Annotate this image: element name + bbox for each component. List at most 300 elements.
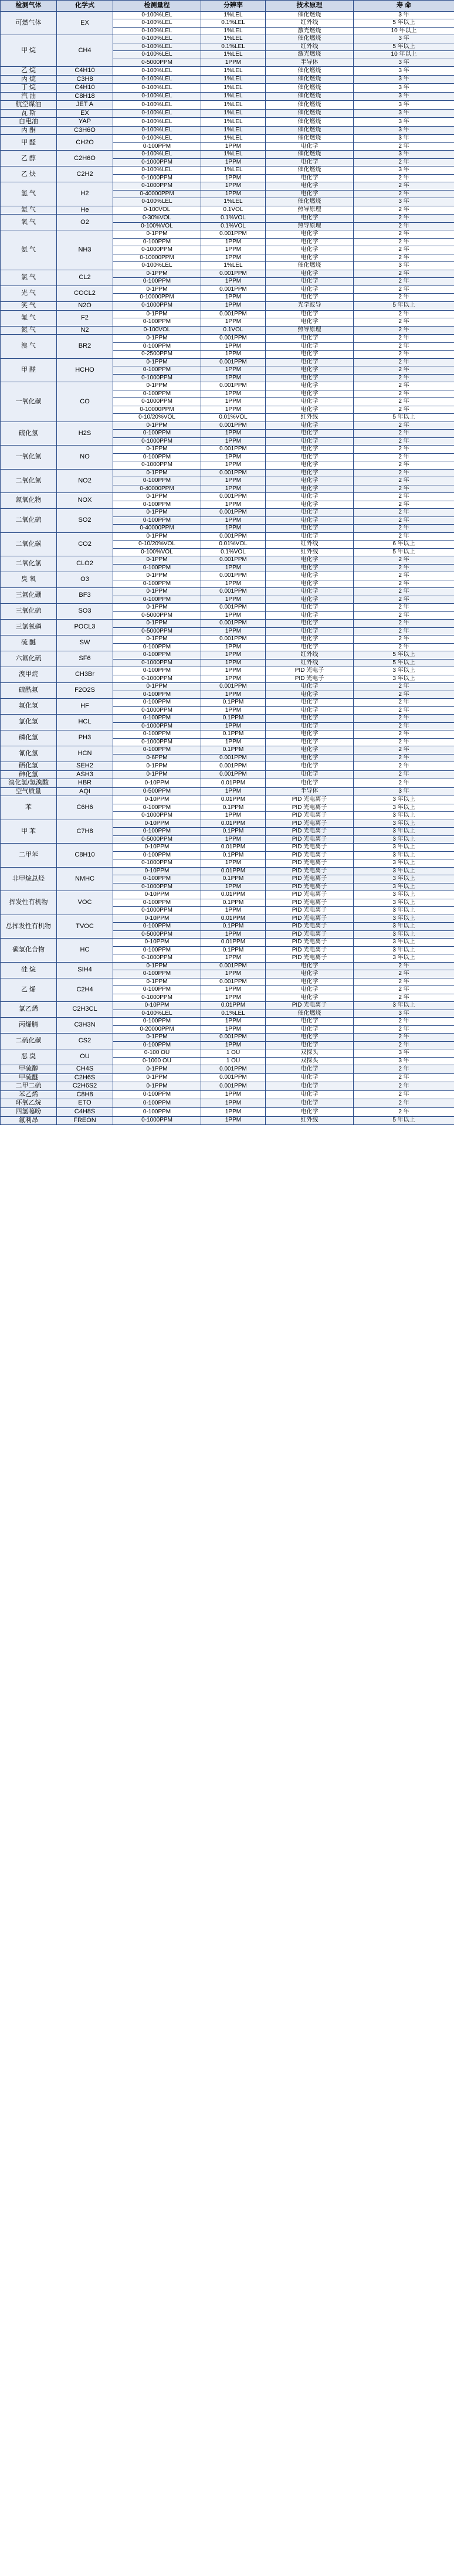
cell-lifetime: 2 年 [354, 730, 454, 739]
cell-range: 0-100PPM [113, 453, 201, 461]
table-row [1, 787, 454, 796]
cell-formula: CH3Br [57, 667, 113, 683]
table-row [1, 978, 454, 986]
cell-technology: 催化燃烧 [266, 166, 354, 175]
cell-lifetime: 2 年 [354, 564, 454, 572]
cell-lifetime: 2 年 [354, 270, 454, 278]
cell-range: 0-1PPM [113, 978, 201, 986]
table-row [1, 867, 454, 875]
cell-range: 0-1PPM [113, 1073, 201, 1082]
cell-formula: N2O [57, 301, 113, 310]
table-row [1, 135, 454, 143]
cell-resolution: 0.001PPM [201, 978, 266, 986]
cell-formula: HBR [57, 779, 113, 788]
cell-lifetime: 2 年 [354, 437, 454, 446]
cell-range: 0-100%LEL [113, 1010, 201, 1018]
cell-lifetime: 3 年以上 [354, 851, 454, 859]
cell-technology: 电化学 [266, 294, 354, 302]
cell-range: 0-1PPM [113, 588, 201, 596]
cell-range: 0-100PPM [113, 1090, 201, 1099]
cell-resolution: 0.001PPM [201, 683, 266, 691]
table-row [1, 1073, 454, 1082]
cell-resolution: 1PPM [201, 477, 266, 485]
cell-gas: 二氧化硫 [1, 509, 57, 533]
cell-range: 0-100%LEL [113, 166, 201, 175]
cell-resolution: 1PPM [201, 1018, 266, 1026]
cell-technology: 红外线 [266, 548, 354, 556]
cell-lifetime: 2 年 [354, 278, 454, 286]
table-row [1, 310, 454, 318]
cell-technology: 热导原理 [266, 206, 354, 215]
cell-range: 0-100PPM [113, 318, 201, 327]
cell-resolution: 0.1%VOL [201, 215, 266, 223]
cell-range: 0-100PPM [113, 875, 201, 883]
cell-lifetime: 3 年 [354, 151, 454, 159]
cell-resolution: 0.01PPM [201, 891, 266, 899]
cell-formula: HCHO [57, 358, 113, 382]
cell-resolution: 0.001PPM [201, 1065, 266, 1074]
cell-formula: C3H8 [57, 75, 113, 84]
cell-technology: 催化燃烧 [266, 84, 354, 93]
cell-range: 0-100PPM [113, 730, 201, 739]
cell-gas: 甲 烷 [1, 35, 57, 67]
cell-formula: AQI [57, 787, 113, 796]
cell-range: 0-1000PPM [113, 738, 201, 746]
table-row [1, 118, 454, 127]
cell-lifetime: 2 年 [354, 754, 454, 762]
cell-technology: PID 光电离子 [266, 875, 354, 883]
cell-lifetime: 3 年 [354, 1057, 454, 1065]
cell-lifetime: 3 年以上 [354, 796, 454, 804]
cell-range: 0-1000PPM [113, 374, 201, 382]
cell-range: 0-100PPM [113, 564, 201, 572]
cell-technology: 催化燃烧 [266, 109, 354, 118]
cell-formula: CL2 [57, 270, 113, 286]
cell-resolution: 1PPM [201, 667, 266, 675]
cell-gas: 丁 烷 [1, 84, 57, 93]
cell-lifetime: 3 年 [354, 11, 454, 19]
cell-technology: 电化学 [266, 461, 354, 470]
cell-resolution: 1%LEL [201, 92, 266, 101]
cell-formula: F2 [57, 310, 113, 326]
cell-technology: 催化燃烧 [266, 126, 354, 135]
cell-technology: PID 光电子 [266, 667, 354, 675]
cell-technology: 电化学 [266, 611, 354, 620]
cell-formula: HCN [57, 746, 113, 762]
cell-technology: 电化学 [266, 286, 354, 294]
cell-resolution: 0.1PPM [201, 851, 266, 859]
header-resolution: 分辨率 [201, 1, 266, 12]
cell-formula: C2H6S [57, 1073, 113, 1082]
cell-technology: 电化学 [266, 374, 354, 382]
cell-range: 0-10/20%VOL [113, 414, 201, 422]
cell-lifetime: 2 年 [354, 342, 454, 351]
cell-technology: 电化学 [266, 142, 354, 151]
cell-resolution: 1PPM [201, 706, 266, 715]
cell-gas: 环氧乙烷 [1, 1099, 57, 1108]
cell-formula: YAP [57, 118, 113, 127]
cell-lifetime: 2 年 [354, 509, 454, 517]
cell-lifetime: 3 年以上 [354, 667, 454, 675]
cell-technology: 电化学 [266, 706, 354, 715]
table-row [1, 126, 454, 135]
cell-lifetime: 3 年以上 [354, 923, 454, 931]
cell-formula: SEH2 [57, 762, 113, 771]
table-row [1, 635, 454, 644]
cell-resolution: 1%LEL [201, 118, 266, 127]
cell-lifetime: 2 年 [354, 722, 454, 730]
cell-technology: 电化学 [266, 485, 354, 493]
cell-range: 0-100PPM [113, 804, 201, 812]
cell-resolution: 1%LEL [201, 84, 266, 93]
cell-formula: SO3 [57, 604, 113, 620]
cell-range: 0-1000PPM [113, 659, 201, 667]
cell-resolution: 0.1%LEL [201, 19, 266, 28]
cell-range: 0-100%LEL [113, 92, 201, 101]
cell-technology: 电化学 [266, 699, 354, 707]
cell-formula: O3 [57, 572, 113, 588]
table-row [1, 469, 454, 477]
cell-technology: 电化学 [266, 532, 354, 541]
cell-technology: 半导体 [266, 787, 354, 796]
cell-technology: 红外线 [266, 659, 354, 667]
cell-technology: 电化学 [266, 604, 354, 612]
cell-technology: PID 光电离子 [266, 1002, 354, 1010]
cell-lifetime: 3 年 [354, 118, 454, 127]
cell-range: 0-10000PPM [113, 254, 201, 262]
cell-technology: 电化学 [266, 1065, 354, 1074]
cell-resolution: 1PPM [201, 390, 266, 398]
table-header-row [1, 1, 454, 12]
cell-range: 0-100PPM [113, 699, 201, 707]
cell-resolution: 1PPM [201, 294, 266, 302]
cell-lifetime: 5 年以上 [354, 414, 454, 422]
table-row [1, 1049, 454, 1058]
cell-range: 0-1000PPM [113, 883, 201, 891]
cell-technology: PID 光电离子 [266, 907, 354, 915]
cell-lifetime: 5 年以上 [354, 548, 454, 556]
cell-range: 0-100PPM [113, 142, 201, 151]
cell-lifetime: 2 年 [354, 294, 454, 302]
table-row [1, 796, 454, 804]
cell-technology: 电化学 [266, 770, 354, 779]
header-gas: 检测气体 [1, 1, 57, 12]
cell-lifetime: 2 年 [354, 453, 454, 461]
cell-resolution: 0.001PPM [201, 620, 266, 628]
cell-gas: 氯 气 [1, 270, 57, 286]
cell-technology: 电化学 [266, 572, 354, 580]
cell-gas: 氮氧化物 [1, 493, 57, 509]
cell-formula: C4H10 [57, 67, 113, 76]
cell-formula: CLO2 [57, 556, 113, 572]
cell-lifetime: 3 年以上 [354, 859, 454, 868]
cell-range: 0-100%LEL [113, 118, 201, 127]
cell-gas: 氟化氢 [1, 699, 57, 715]
cell-range: 0-500PPM [113, 787, 201, 796]
cell-resolution: 1PPM [201, 254, 266, 262]
cell-range: 0-10PPM [113, 844, 201, 852]
cell-lifetime: 2 年 [354, 430, 454, 438]
cell-resolution: 0.001PPM [201, 382, 266, 390]
cell-gas: 氢 气 [1, 182, 57, 206]
cell-gas: 三氟化硼 [1, 588, 57, 604]
cell-resolution: 0.01PPM [201, 939, 266, 947]
cell-lifetime: 3 年以上 [354, 939, 454, 947]
cell-technology: PID 光电离子 [266, 835, 354, 844]
cell-resolution: 1PPM [201, 994, 266, 1002]
cell-range: 0-6PPM [113, 754, 201, 762]
cell-resolution: 0.1PPM [201, 804, 266, 812]
cell-resolution: 0.001PPM [201, 230, 266, 239]
cell-range: 0-100PPM [113, 946, 201, 954]
cell-gas: 氰化氢 [1, 746, 57, 762]
cell-range: 0-10PPM [113, 1002, 201, 1010]
cell-lifetime: 2 年 [354, 1073, 454, 1082]
cell-resolution: 1%LEL [201, 67, 266, 76]
cell-gas: 氦 气 [1, 206, 57, 215]
cell-technology: 电化学 [266, 525, 354, 533]
cell-lifetime: 3 年以上 [354, 930, 454, 939]
cell-technology: PID 光电离子 [266, 930, 354, 939]
cell-range: 0-100PPM [113, 342, 201, 351]
cell-technology: PID 光电子 [266, 675, 354, 683]
cell-technology: 电化学 [266, 335, 354, 343]
cell-lifetime: 2 年 [354, 318, 454, 327]
cell-lifetime: 2 年 [354, 1034, 454, 1042]
cell-range: 0-1000PPM [113, 158, 201, 166]
cell-formula: CH4 [57, 35, 113, 67]
cell-range: 0-1PPM [113, 310, 201, 318]
cell-technology: 电化学 [266, 509, 354, 517]
cell-range: 0-10PPM [113, 796, 201, 804]
cell-resolution: 0.001PPM [201, 762, 266, 771]
cell-lifetime: 2 年 [354, 477, 454, 485]
cell-lifetime: 3 年 [354, 787, 454, 796]
cell-range: 0-100PPM [113, 1107, 201, 1116]
cell-resolution: 1PPM [201, 659, 266, 667]
cell-gas: 氟 气 [1, 310, 57, 326]
cell-formula: CH4S [57, 1065, 113, 1074]
cell-lifetime: 3 年 [354, 135, 454, 143]
cell-technology: PID 光电离子 [266, 883, 354, 891]
cell-gas: 氮 气 [1, 326, 57, 335]
cell-gas: 瓦 斯 [1, 109, 57, 118]
cell-lifetime: 2 年 [354, 206, 454, 215]
cell-range: 0-1PPM [113, 1082, 201, 1091]
cell-lifetime: 2 年 [354, 580, 454, 588]
cell-technology: 电化学 [266, 1099, 354, 1108]
cell-technology: 电化学 [266, 754, 354, 762]
table-row [1, 1002, 454, 1010]
cell-gas: 非甲烷总烃 [1, 867, 57, 891]
cell-range: 0-1PPM [113, 382, 201, 390]
cell-formula: EX [57, 109, 113, 118]
cell-gas: 磷化氢 [1, 730, 57, 746]
table-row [1, 556, 454, 565]
cell-gas: 苯乙烯 [1, 1090, 57, 1099]
cell-formula: HC [57, 939, 113, 963]
table-row [1, 215, 454, 223]
cell-lifetime: 3 年以上 [354, 828, 454, 836]
cell-gas: 二氧化氮 [1, 469, 57, 493]
cell-range: 0-100PPM [113, 1018, 201, 1026]
cell-technology: 电化学 [266, 182, 354, 191]
cell-resolution: 0.001PPM [201, 1073, 266, 1082]
cell-range: 0-100%LEL [113, 75, 201, 84]
cell-resolution: 0.01PPM [201, 1002, 266, 1010]
cell-lifetime: 2 年 [354, 310, 454, 318]
cell-resolution: 1PPM [201, 1107, 266, 1116]
cell-resolution: 1 OU [201, 1057, 266, 1065]
cell-formula: FREON [57, 1116, 113, 1125]
cell-technology: 电化学 [266, 1082, 354, 1091]
cell-resolution: 1PPM [201, 907, 266, 915]
cell-resolution: 1PPM [201, 1090, 266, 1099]
cell-formula: SIH4 [57, 962, 113, 978]
cell-lifetime: 2 年 [354, 596, 454, 604]
cell-gas: 硫化氢 [1, 422, 57, 446]
cell-technology: 电化学 [266, 366, 354, 375]
cell-resolution: 1PPM [201, 580, 266, 588]
cell-formula: O2 [57, 215, 113, 230]
cell-technology: 电化学 [266, 762, 354, 771]
cell-technology: 催化燃烧 [266, 135, 354, 143]
cell-lifetime: 2 年 [354, 422, 454, 430]
cell-technology: 电化学 [266, 493, 354, 501]
cell-resolution: 0.001PPM [201, 335, 266, 343]
cell-technology: PID 光电离子 [266, 867, 354, 875]
table-row [1, 166, 454, 175]
cell-gas: 甲硫醇 [1, 1065, 57, 1074]
cell-gas: 硅 烷 [1, 962, 57, 978]
cell-range: 0-10PPM [113, 891, 201, 899]
cell-formula: CS2 [57, 1034, 113, 1049]
cell-lifetime: 3 年以上 [354, 954, 454, 963]
cell-technology: 电化学 [266, 978, 354, 986]
table-row [1, 779, 454, 788]
table-row [1, 770, 454, 779]
cell-technology: 电化学 [266, 342, 354, 351]
cell-range: 0-100%LEL [113, 151, 201, 159]
cell-technology: PID 光电离子 [266, 851, 354, 859]
table-row [1, 588, 454, 596]
cell-resolution: 1PPM [201, 859, 266, 868]
cell-gas: 一氧化碳 [1, 382, 57, 422]
cell-technology: 电化学 [266, 246, 354, 254]
table-row [1, 939, 454, 947]
table-row [1, 844, 454, 852]
cell-range: 0-1PPM [113, 422, 201, 430]
cell-technology: 电化学 [266, 715, 354, 723]
cell-lifetime: 2 年 [354, 762, 454, 771]
cell-range: 0-10PPM [113, 820, 201, 828]
cell-resolution: 1PPM [201, 986, 266, 994]
cell-range: 0-5000PPM [113, 59, 201, 67]
cell-lifetime: 2 年 [354, 611, 454, 620]
cell-technology: PID 光电离子 [266, 954, 354, 963]
cell-formula: N2 [57, 326, 113, 335]
table-row [1, 604, 454, 612]
cell-resolution: 1PPM [201, 182, 266, 191]
cell-range: 0-1000PPM [113, 859, 201, 868]
cell-technology: PID 光电离子 [266, 915, 354, 923]
table-row [1, 11, 454, 19]
table-row [1, 1116, 454, 1125]
cell-technology: 电化学 [266, 683, 354, 691]
cell-resolution: 0.1PPM [201, 875, 266, 883]
cell-gas: 硫 醚 [1, 635, 57, 651]
gas-detection-table [0, 0, 454, 1125]
cell-lifetime: 3 年 [354, 1010, 454, 1018]
cell-resolution: 0.001PPM [201, 532, 266, 541]
cell-lifetime: 2 年 [354, 230, 454, 239]
cell-lifetime: 2 年 [354, 174, 454, 182]
cell-lifetime: 2 年 [354, 493, 454, 501]
cell-technology: 电化学 [266, 390, 354, 398]
cell-lifetime: 2 年 [354, 986, 454, 994]
cell-lifetime: 2 年 [354, 962, 454, 970]
cell-technology: PID 光电离子 [266, 796, 354, 804]
cell-resolution: 1PPM [201, 374, 266, 382]
cell-resolution: 0.001PPM [201, 270, 266, 278]
cell-gas: 氟利昂 [1, 1116, 57, 1125]
cell-formula: PH3 [57, 730, 113, 746]
cell-range: 0-10/20%VOL [113, 541, 201, 549]
cell-gas: 六氟化硫 [1, 651, 57, 667]
table-row [1, 762, 454, 771]
cell-resolution: 0.001PPM [201, 588, 266, 596]
cell-technology: 电化学 [266, 174, 354, 182]
cell-resolution: 0.01PPM [201, 779, 266, 788]
cell-formula: CH2O [57, 135, 113, 151]
cell-resolution: 1PPM [201, 691, 266, 699]
cell-technology: 电化学 [266, 556, 354, 565]
cell-lifetime: 2 年 [354, 1065, 454, 1074]
cell-technology: 电化学 [266, 580, 354, 588]
cell-technology: 电化学 [266, 994, 354, 1002]
cell-formula: C8H18 [57, 92, 113, 101]
cell-resolution: 0.1VOL [201, 326, 266, 335]
cell-range: 0-100%LEL [113, 262, 201, 270]
cell-technology: 电化学 [266, 1041, 354, 1049]
cell-gas: 二硫化碳 [1, 1034, 57, 1049]
cell-range: 0-100%LEL [113, 109, 201, 118]
cell-resolution: 1PPM [201, 812, 266, 820]
cell-lifetime: 3 年 [354, 101, 454, 110]
cell-formula: CO2 [57, 532, 113, 556]
cell-lifetime: 2 年 [354, 501, 454, 509]
cell-resolution: 1PPM [201, 246, 266, 254]
cell-resolution: 1PPM [201, 174, 266, 182]
cell-resolution: 0.1PPM [201, 715, 266, 723]
cell-lifetime: 3 年以上 [354, 1002, 454, 1010]
cell-resolution: 0.001PPM [201, 310, 266, 318]
table-row [1, 75, 454, 84]
cell-resolution: 0.001PPM [201, 635, 266, 644]
cell-technology: PID 光电离子 [266, 939, 354, 947]
cell-resolution: 1%LEL [201, 27, 266, 35]
cell-gas: 碳氢化合物 [1, 939, 57, 963]
cell-range: 0-100PPM [113, 1099, 201, 1108]
cell-formula: COCL2 [57, 286, 113, 301]
cell-lifetime: 3 年以上 [354, 675, 454, 683]
cell-lifetime: 2 年 [354, 238, 454, 246]
table-row [1, 1107, 454, 1116]
cell-technology: 电化学 [266, 477, 354, 485]
cell-resolution: 1PPM [201, 278, 266, 286]
table-row [1, 620, 454, 628]
cell-range: 0-100 OU [113, 1049, 201, 1058]
